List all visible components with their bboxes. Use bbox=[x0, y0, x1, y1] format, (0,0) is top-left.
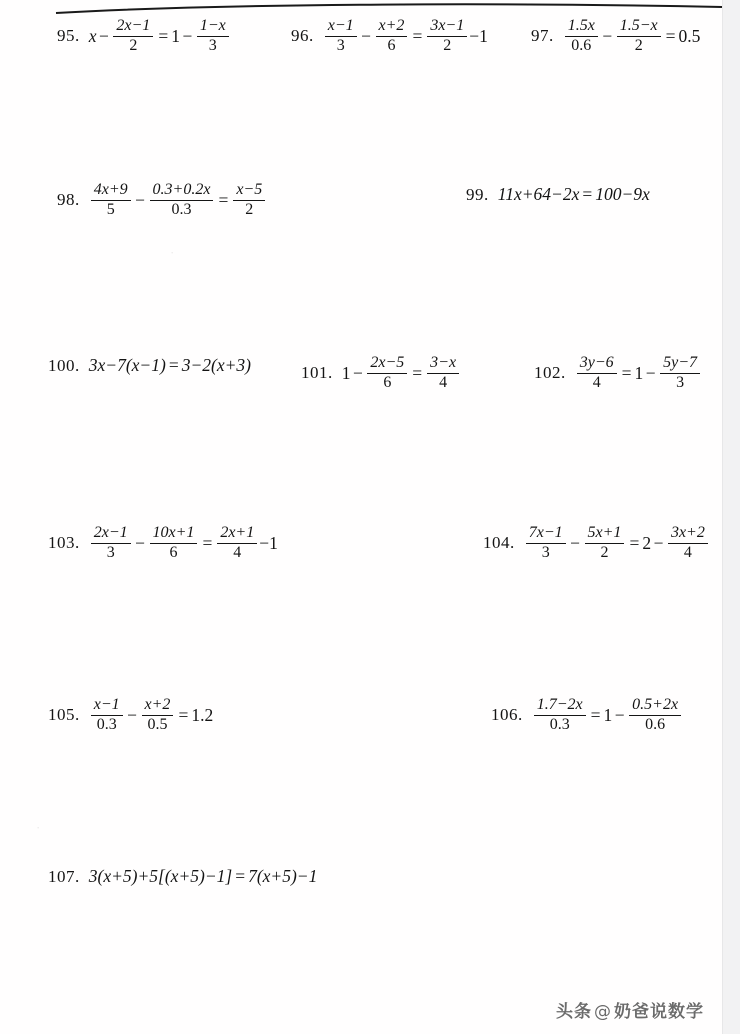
numerator: 5y−7 bbox=[663, 354, 698, 371]
equals-sign: = bbox=[168, 355, 179, 376]
constant-two: 2 bbox=[642, 532, 652, 553]
denominator: 0.6 bbox=[645, 716, 666, 734]
minus-sign: − bbox=[135, 532, 146, 553]
problem-102 bbox=[534, 355, 702, 392]
denominator: 2 bbox=[129, 37, 138, 55]
equation-95 bbox=[89, 18, 231, 55]
problem-number-104: 104. bbox=[483, 533, 515, 553]
fraction-3y-minus-6-over-4 bbox=[577, 355, 617, 392]
problem-106 bbox=[491, 697, 683, 734]
denominator: 6 bbox=[387, 37, 396, 55]
right-hand-side: 100−9x bbox=[595, 184, 650, 205]
right-hand-side: 0.5 bbox=[678, 25, 701, 46]
fraction-2x-plus-1-over-4 bbox=[217, 525, 257, 562]
problem-number-105: 105. bbox=[48, 705, 80, 725]
fraction-5x-plus-1-over-2 bbox=[585, 525, 625, 562]
constant-one: 1 bbox=[634, 362, 644, 383]
fraction-x-plus-2-over-0point5 bbox=[142, 697, 174, 734]
fraction-7x-minus-1-over-3 bbox=[526, 525, 566, 562]
minus-sign-2: − bbox=[653, 532, 664, 553]
problem-103 bbox=[48, 525, 278, 562]
fraction-1point5x-over-0point6 bbox=[565, 18, 598, 55]
fraction-1point7-minus-2x-over-0point3 bbox=[534, 697, 586, 734]
problem-number-99: 99. bbox=[466, 185, 489, 204]
minus-sign: − bbox=[99, 25, 109, 46]
numerator: 10x+1 bbox=[152, 524, 195, 541]
watermark-account: 奶爸说数学 bbox=[614, 1002, 704, 1022]
equation-96 bbox=[323, 18, 488, 55]
left-hand-side: 11x+64−2x bbox=[497, 184, 580, 205]
problem-97 bbox=[531, 18, 700, 55]
constant-one: 1 bbox=[341, 362, 351, 383]
denominator: 3 bbox=[541, 544, 550, 562]
equation-97 bbox=[563, 18, 701, 55]
denominator: 2 bbox=[600, 544, 609, 562]
denominator: 3 bbox=[106, 544, 115, 562]
denominator: 0.3 bbox=[171, 201, 192, 219]
problem-98 bbox=[57, 182, 267, 219]
problem-number-102: 102. bbox=[534, 363, 566, 383]
minus-sign: − bbox=[570, 532, 581, 553]
numerator: 5x+1 bbox=[587, 524, 622, 541]
numerator: 2x−5 bbox=[370, 354, 405, 371]
fraction-10x-plus-1-over-6 bbox=[150, 525, 198, 562]
numerator: x−5 bbox=[236, 181, 263, 198]
problem-number-97: 97. bbox=[531, 26, 554, 46]
problem-number-107: 107. bbox=[48, 867, 80, 886]
problem-number-101: 101. bbox=[301, 363, 333, 383]
equation-105 bbox=[89, 697, 213, 734]
numerator: 2x−1 bbox=[116, 17, 151, 34]
denominator: 6 bbox=[169, 544, 178, 562]
left-hand-side: 3x−7(x−1) bbox=[88, 355, 166, 376]
fraction-x-minus-5-over-2 bbox=[233, 182, 265, 219]
numerator: 1−x bbox=[199, 17, 226, 34]
equation-107 bbox=[89, 868, 318, 886]
fraction-1point5-minus-x-over-2 bbox=[617, 18, 661, 55]
numerator: x−1 bbox=[93, 696, 120, 713]
fraction-2x-minus-1-over-3 bbox=[91, 525, 131, 562]
minus-sign: − bbox=[602, 25, 613, 46]
equals-sign: = bbox=[202, 532, 213, 553]
fraction-4x-plus-9-over-5 bbox=[91, 182, 131, 219]
problem-96 bbox=[291, 18, 488, 55]
fraction-3-minus-x-over-4 bbox=[427, 355, 459, 392]
problem-107 bbox=[48, 868, 317, 886]
right-hand-side: 3−2(x+3) bbox=[181, 355, 251, 376]
denominator: 0.3 bbox=[549, 716, 570, 734]
minus-sign: − bbox=[645, 362, 656, 383]
fraction-2x-minus-1-over-2 bbox=[113, 18, 153, 55]
numerator: 3−x bbox=[430, 354, 457, 371]
numerator: 3x+2 bbox=[670, 524, 705, 541]
minus-sign: − bbox=[127, 704, 138, 725]
equation-101 bbox=[342, 355, 461, 392]
denominator: 3 bbox=[336, 37, 345, 55]
problem-number-100: 100. bbox=[48, 356, 80, 375]
denominator: 2 bbox=[634, 37, 643, 55]
numerator: 7x−1 bbox=[528, 524, 563, 541]
denominator: 3 bbox=[208, 37, 217, 55]
denominator: 6 bbox=[383, 374, 392, 392]
numerator: 2x−1 bbox=[93, 524, 128, 541]
equation-106 bbox=[532, 697, 683, 734]
numerator: x+2 bbox=[144, 696, 171, 713]
denominator: 0.6 bbox=[571, 37, 592, 55]
constant-one: 1 bbox=[603, 704, 613, 725]
numerator: 1.7−2x bbox=[536, 696, 583, 713]
equation-98 bbox=[89, 182, 267, 219]
problem-number-98: 98. bbox=[57, 190, 80, 210]
equals-sign: = bbox=[218, 189, 229, 210]
fraction-5y-minus-7-over-3 bbox=[660, 355, 700, 392]
scan-smudge-2: · bbox=[36, 820, 41, 835]
page-top-edge-rule bbox=[55, 2, 723, 18]
minus-sign: − bbox=[614, 704, 625, 725]
page-right-margin-strip bbox=[722, 0, 740, 1034]
fraction-3x-minus-1-over-2 bbox=[427, 18, 467, 55]
equals-sign: = bbox=[178, 704, 189, 725]
equation-104 bbox=[524, 525, 710, 562]
constant-one: 1 bbox=[171, 25, 180, 46]
problem-number-96: 96. bbox=[291, 26, 314, 46]
right-hand-side: 1.2 bbox=[191, 704, 214, 725]
problem-number-95: 95. bbox=[57, 26, 80, 46]
denominator: 3 bbox=[676, 374, 685, 392]
minus-sign: − bbox=[361, 25, 372, 46]
fraction-0point3-plus-0point2x-over-0point3 bbox=[150, 182, 214, 219]
fraction-x-plus-2-over-6 bbox=[376, 18, 408, 55]
numerator: x−1 bbox=[327, 17, 354, 34]
minus-sign: − bbox=[353, 362, 363, 383]
numerator: 4x+9 bbox=[93, 181, 128, 198]
equals-sign: = bbox=[582, 184, 593, 205]
equals-sign: = bbox=[235, 866, 246, 887]
equation-102 bbox=[575, 355, 702, 392]
fraction-2x-minus-5-over-6 bbox=[367, 355, 407, 392]
scan-smudge: · bbox=[170, 245, 175, 260]
term-x: x bbox=[88, 25, 97, 46]
denominator: 4 bbox=[233, 544, 242, 562]
denominator: 0.5 bbox=[147, 716, 168, 734]
denominator: 2 bbox=[443, 37, 452, 55]
left-hand-side: 3(x+5)+5[(x+5)−1] bbox=[88, 866, 233, 887]
equation-100 bbox=[89, 357, 251, 375]
equation-99 bbox=[498, 186, 650, 204]
denominator: 2 bbox=[245, 201, 254, 219]
numerator: 2x+1 bbox=[220, 524, 255, 541]
watermark-platform: 头条 bbox=[556, 1002, 592, 1022]
numerator: 1.5x bbox=[567, 17, 595, 34]
denominator: 5 bbox=[106, 201, 115, 219]
numerator: 1.5−x bbox=[619, 17, 658, 34]
watermark bbox=[556, 997, 704, 1022]
problem-100 bbox=[48, 357, 251, 375]
equation-103 bbox=[89, 525, 278, 562]
problem-95 bbox=[57, 18, 231, 55]
fraction-x-minus-1-over-0point3 bbox=[91, 697, 123, 734]
fraction-x-minus-1-over-3 bbox=[325, 18, 357, 55]
equals-sign: = bbox=[158, 25, 169, 46]
right-hand-side: 7(x+5)−1 bbox=[248, 866, 318, 887]
trailing-minus-one: −1 bbox=[259, 532, 278, 553]
equals-sign: = bbox=[621, 362, 632, 383]
equals-sign: = bbox=[590, 704, 601, 725]
denominator: 4 bbox=[439, 374, 448, 392]
problem-104 bbox=[483, 525, 710, 562]
minus-sign-2: − bbox=[182, 25, 193, 46]
numerator: 3x−1 bbox=[430, 17, 465, 34]
problem-number-103: 103. bbox=[48, 533, 80, 553]
problem-number-106: 106. bbox=[491, 705, 523, 725]
minus-sign: − bbox=[135, 189, 146, 210]
fraction-0point5-plus-2x-over-0point6 bbox=[629, 697, 681, 734]
watermark-at-sign: @ bbox=[594, 1002, 612, 1022]
problem-101 bbox=[301, 355, 461, 392]
numerator: 0.5+2x bbox=[632, 696, 679, 713]
equals-sign: = bbox=[412, 25, 423, 46]
equals-sign: = bbox=[629, 532, 640, 553]
denominator: 4 bbox=[592, 374, 601, 392]
numerator: 0.3+0.2x bbox=[152, 181, 211, 198]
denominator: 4 bbox=[683, 544, 692, 562]
problem-105 bbox=[48, 697, 213, 734]
denominator: 0.3 bbox=[96, 716, 117, 734]
trailing-minus-one: −1 bbox=[469, 25, 488, 46]
numerator: 3y−6 bbox=[579, 354, 614, 371]
numerator: x+2 bbox=[378, 17, 405, 34]
fraction-1-minus-x-over-3 bbox=[197, 18, 229, 55]
problem-99 bbox=[466, 186, 650, 204]
fraction-3x-plus-2-over-4 bbox=[668, 525, 708, 562]
equals-sign: = bbox=[412, 362, 423, 383]
equals-sign: = bbox=[665, 25, 676, 46]
